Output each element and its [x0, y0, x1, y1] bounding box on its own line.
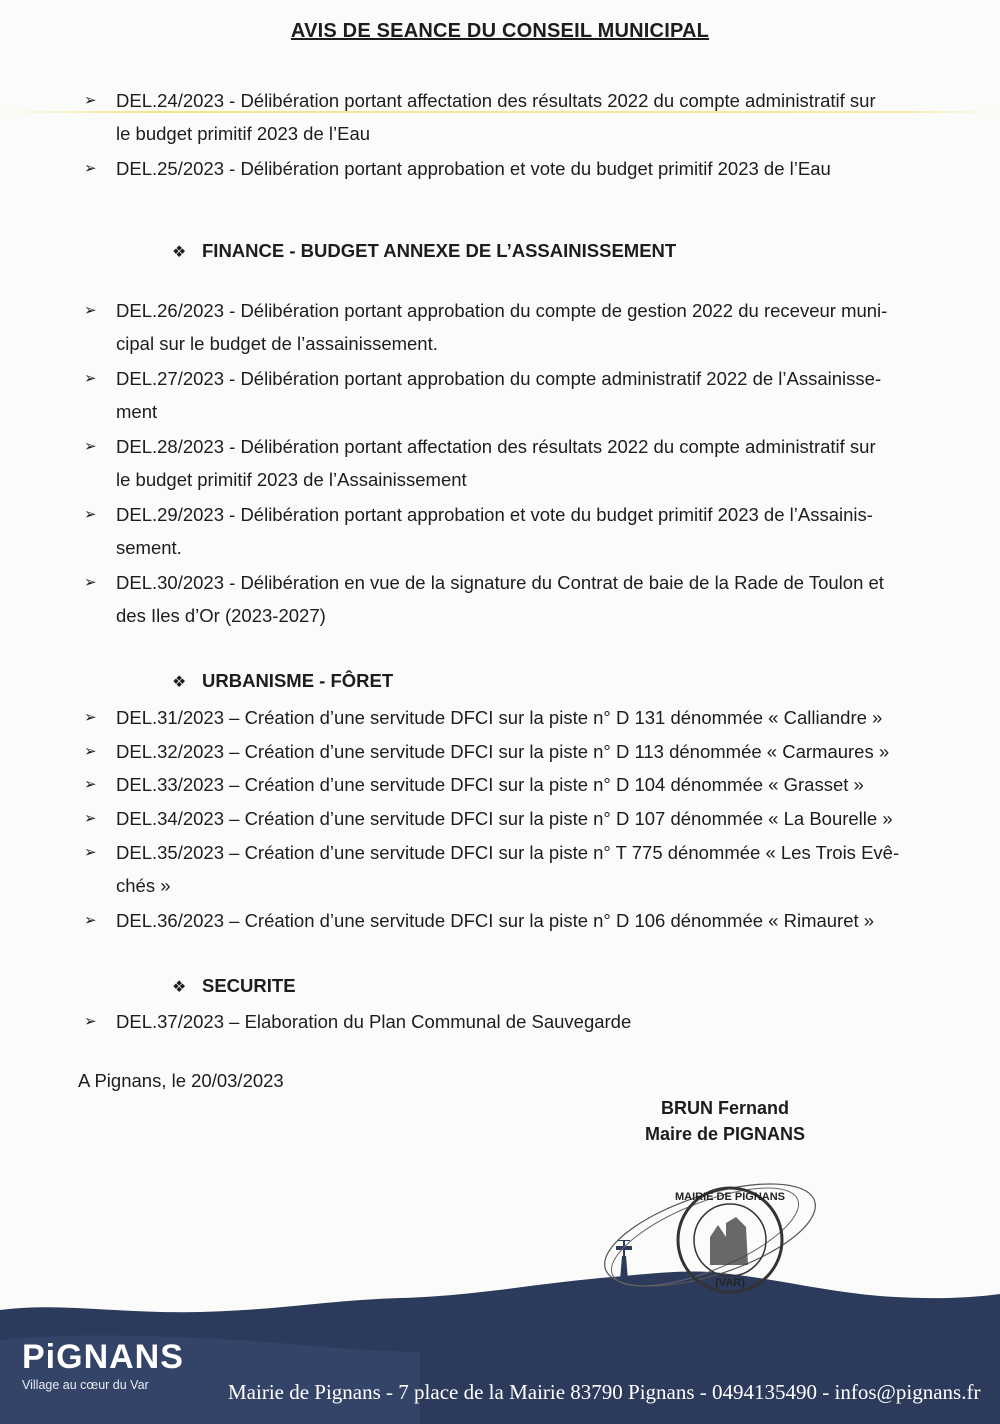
arrow-bullet-icon: ➢: [84, 743, 97, 760]
stamp-top-text: MAIRIE DE PIGNANS: [674, 1191, 786, 1203]
agenda-item: [84, 152, 934, 185]
agenda-item-line: DEL.29/2023 - Délibération portant approbation et vote du budget primitif 2023 de l’Assainis-: [116, 504, 873, 525]
document-title: AVIS DE SEANCE DU CONSEIL MUNICIPAL: [290, 20, 710, 42]
signatory-role: Maire de PIGNANS: [644, 1124, 806, 1144]
section-heading-securite: [172, 975, 296, 997]
mayor-stamp-icon: [590, 1165, 820, 1305]
arrow-bullet-icon: ➢: [84, 438, 97, 455]
agenda-item: [84, 836, 934, 902]
agenda-item: [84, 566, 934, 632]
agenda-item: [84, 904, 934, 937]
arrow-bullet-icon: ➢: [84, 92, 97, 109]
agenda-item-line: DEL.30/2023 - Délibération en vue de la signature du Contrat de baie de la Rade de Toulon et: [116, 572, 884, 593]
arrow-bullet-icon: ➢: [84, 709, 97, 726]
section-heading-text: FINANCE - BUDGET ANNEXE DE L’ASSAINISSEMENT: [202, 240, 677, 261]
agenda-item-line: DEL.25/2023 - Délibération portant approbation et vote du budget primitif 2023 de l’Eau: [116, 158, 831, 179]
arrow-bullet-icon: ➢: [84, 370, 97, 387]
diamond-bullet-icon: ❖: [172, 674, 187, 691]
agenda-item-line: cipal sur le budget de l’assainissement.: [116, 333, 438, 354]
arrow-bullet-icon: ➢: [84, 1013, 97, 1030]
agenda-item: [84, 802, 934, 835]
agenda-item-line: le budget primitif 2023 de l’Assainissement: [116, 469, 467, 490]
stamp-bottom-text: (VAR): [715, 1277, 745, 1289]
diamond-bullet-icon: ❖: [172, 244, 187, 261]
agenda-item-line: DEL.32/2023 – Création d’une servitude DFCI sur la piste n° D 113 dénommée « Carmaures »: [116, 741, 890, 762]
agenda-item: [84, 362, 934, 428]
logo-tagline: Village au cœur du Var: [22, 1378, 149, 1392]
agenda-item: [84, 294, 934, 360]
agenda-item: [84, 430, 934, 496]
footer-contact: Mairie de Pignans - 7 place de la Mairie 83790 Pignans - 0494135490 - infos@pignans.fr: [228, 1380, 981, 1404]
agenda-item-line: des Iles d’Or (2023-2027): [116, 605, 326, 626]
section-heading-urbanisme: [172, 670, 393, 692]
agenda-item-line: ment: [116, 401, 158, 422]
agenda-item-line: DEL.33/2023 – Création d’une servitude DFCI sur la piste n° D 104 dénommée « Grasset »: [116, 774, 864, 795]
arrow-bullet-icon: ➢: [84, 302, 97, 319]
agenda-item-line: DEL.35/2023 – Création d’une servitude DFCI sur la piste n° T 775 dénommée « Les Trois Evê-: [116, 842, 900, 863]
agenda-item-line: le budget primitif 2023 de l’Eau: [116, 123, 371, 144]
agenda-item-line: DEL.37/2023 – Elaboration du Plan Communal de Sauvegarde: [116, 1011, 632, 1032]
arrow-bullet-icon: ➢: [84, 776, 97, 793]
agenda-item: [84, 84, 934, 150]
signatory-name: BRUN Fernand: [660, 1098, 789, 1118]
section-heading-assainissement: [172, 240, 676, 262]
section-heading-text: URBANISME - FÔRET: [202, 670, 394, 691]
arrow-bullet-icon: ➢: [84, 810, 97, 827]
agenda-item: [84, 701, 934, 734]
agenda-item-line: DEL.34/2023 – Création d’une servitude DFCI sur la piste n° D 107 dénommée « La Bourelle »: [116, 808, 893, 829]
arrow-bullet-icon: ➢: [84, 844, 97, 861]
place-date: A Pignans, le 20/03/2023: [78, 1070, 284, 1091]
agenda-item-line: chés »: [116, 875, 171, 896]
agenda-item: [84, 498, 934, 564]
arrow-bullet-icon: ➢: [84, 506, 97, 523]
arrow-bullet-icon: ➢: [84, 574, 97, 591]
agenda-item-line: DEL.27/2023 - Délibération portant approbation du compte administratif 2022 de l’Assainisse-: [116, 368, 882, 389]
pignans-logo: PiGNANS: [22, 1338, 184, 1376]
agenda-item: [84, 735, 934, 768]
agenda-item-line: DEL.24/2023 - Délibération portant affectation des résultats 2022 du compte administratif sur: [116, 90, 876, 111]
arrow-bullet-icon: ➢: [84, 912, 97, 929]
diamond-bullet-icon: ❖: [172, 979, 187, 996]
agenda-item-line: DEL.31/2023 – Création d’une servitude DFCI sur la piste n° D 131 dénommée « Calliandre »: [116, 707, 883, 728]
agenda-item-line: DEL.26/2023 - Délibération portant approbation du compte de gestion 2022 du receveur muni-: [116, 300, 888, 321]
arrow-bullet-icon: ➢: [84, 160, 97, 177]
agenda-item-line: DEL.36/2023 – Création d’une servitude DFCI sur la piste n° D 106 dénommée « Rimauret »: [116, 910, 875, 931]
agenda-item-line: DEL.28/2023 - Délibération portant affectation des résultats 2022 du compte administratif sur: [116, 436, 876, 457]
agenda-item: [84, 1005, 934, 1038]
agenda-item-line: sement.: [116, 537, 182, 558]
section-heading-text: SECURITE: [202, 975, 296, 996]
agenda-item: [84, 768, 934, 801]
